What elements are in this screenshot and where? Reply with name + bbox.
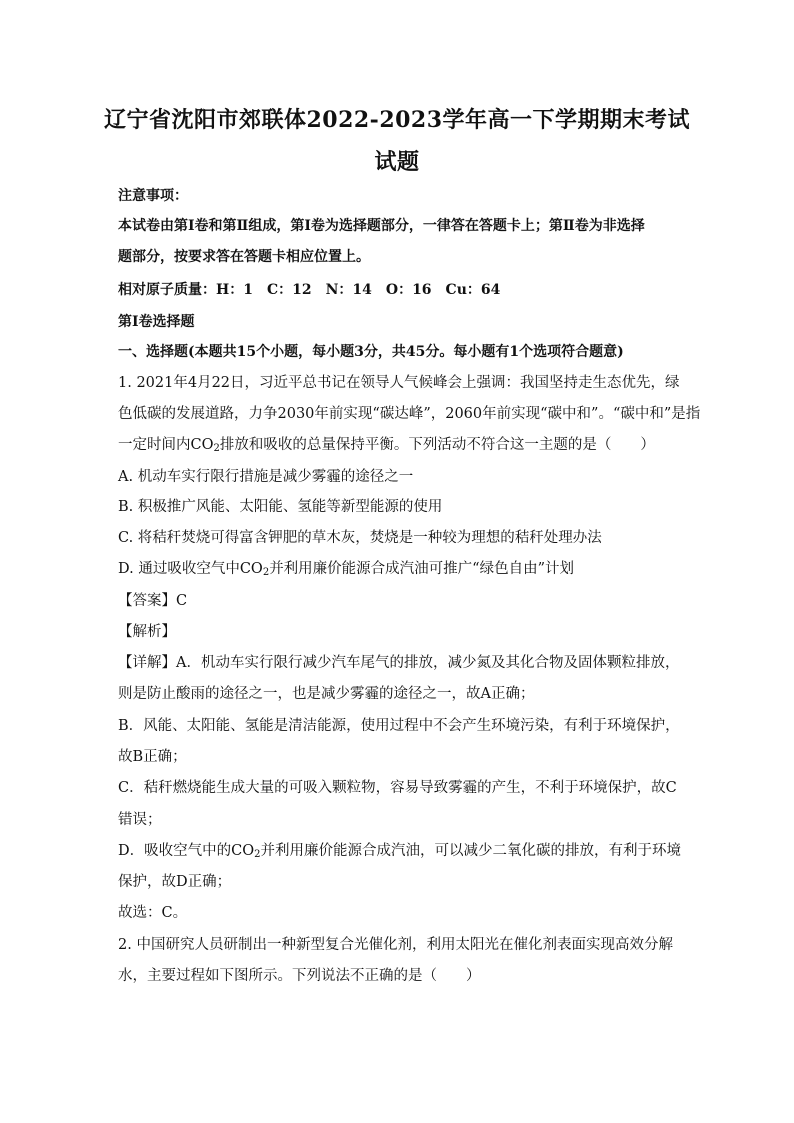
part-heading: 一、选择题(本题共15个小题，每小题3分，共45分。每小题有1个选项符合题意)	[118, 344, 624, 360]
q1-option-a: A. 机动车实行限行措施是减少雾霾的途径之一	[118, 469, 414, 485]
q1-stem-line2: 色低碳的发展道路，力争2030年前实现“碳达峰”，2060年前实现“碳中和”。“碳中和”是指	[118, 406, 701, 422]
section-heading: 第Ⅰ卷选择题	[118, 314, 195, 330]
q1-option-b: B. 积极推广风能、太阳能、氢能等新型能源的使用	[118, 499, 443, 515]
q1-detail-line8: 保护，故D正确；	[118, 874, 232, 890]
q1-detail-line5: C．秸秆燃烧能生成大量的可吸入颗粒物，容易导致雾霾的产生，不利于环境保护，故C	[118, 780, 677, 796]
q1-stem-line1: 1. 2021年4月22日，习近平总书记在领导人气候峰会上强调：我国坚持走生态优先，绿	[118, 375, 680, 391]
q1-conclusion: 故选：C。	[118, 905, 188, 921]
q1-option-d-post: 并利用廉价能源合成汽油可推广“绿色自由”计划	[269, 561, 575, 577]
q1-detail-line2: 则是防止酸雨的途径之一，也是减少雾霾的途径之一，故A正确；	[118, 686, 535, 702]
document-title-line1: 辽宁省沈阳市郊联体2022-2023学年高一下学期期末考试	[103, 107, 691, 133]
q2-stem-line1: 2. 中国研究人员研制出一种新型复合光催化剂，利用太阳光在催化剂表面实现高效分解	[118, 937, 673, 953]
q1-detail-line1: 【详解】A．机动车实行限行减少汽车尾气的排放，减少氮及其化合物及固体颗粒排放，	[118, 655, 680, 671]
q1-detail-line7-post: 并利用廉价能源合成汽油，可以减少二氧化碳的排放，有利于环境	[260, 843, 681, 859]
q2-stem-line2: 水，主要过程如下图所示。下列说法不正确的是（ ）	[118, 968, 481, 984]
q1-stem-line3	[118, 435, 678, 455]
q1-detail-line4: 故B正确；	[118, 749, 187, 765]
q1-stem-line3-pre: 一定时间内CO	[118, 437, 214, 453]
document-title-line2: 试题	[374, 149, 420, 175]
q1-detail-line6: 错误；	[118, 812, 162, 828]
q1-detail-line3: B．风能、太阳能、氢能是清洁能源，使用过程中不会产生环境污染，有利于环境保护，	[118, 718, 680, 734]
q1-answer: 【答案】C	[118, 593, 188, 609]
notes-heading: 注意事项：	[118, 188, 188, 204]
q1-detail-line7-pre: D．吸收空气中的CO	[118, 843, 255, 859]
q1-stem-line3-post: 排放和吸收的总量保持平衡。下列活动不符合这一主题的是（ ）	[219, 437, 655, 453]
q1-detail-line7-sub: 2	[254, 849, 261, 860]
notes-body-line2: 题部分，按要求答在答题卡相应位置上。	[118, 249, 370, 265]
atomic-mass-line: 相对原子质量：H：1 C：12 N：14 O：16 Cu：64	[118, 282, 501, 298]
notes-body-line1: 本试卷由第Ⅰ卷和第Ⅱ组成，第Ⅰ卷为选择题部分，一律答在答题卡上；第Ⅱ卷为非选择	[118, 218, 645, 234]
q1-option-d-sub: 2	[262, 567, 270, 578]
q1-option-d	[118, 559, 678, 579]
q1-option-c: C. 将秸秆焚烧可得富含钾肥的草木灰，焚烧是一种较为理想的秸秆处理办法	[118, 530, 602, 546]
q1-analysis-label: 【解析】	[118, 624, 176, 640]
q1-stem-line3-sub: 2	[213, 443, 220, 454]
q1-option-d-pre: D. 通过吸收空气中CO	[118, 561, 263, 577]
q1-detail-line7	[118, 841, 681, 861]
